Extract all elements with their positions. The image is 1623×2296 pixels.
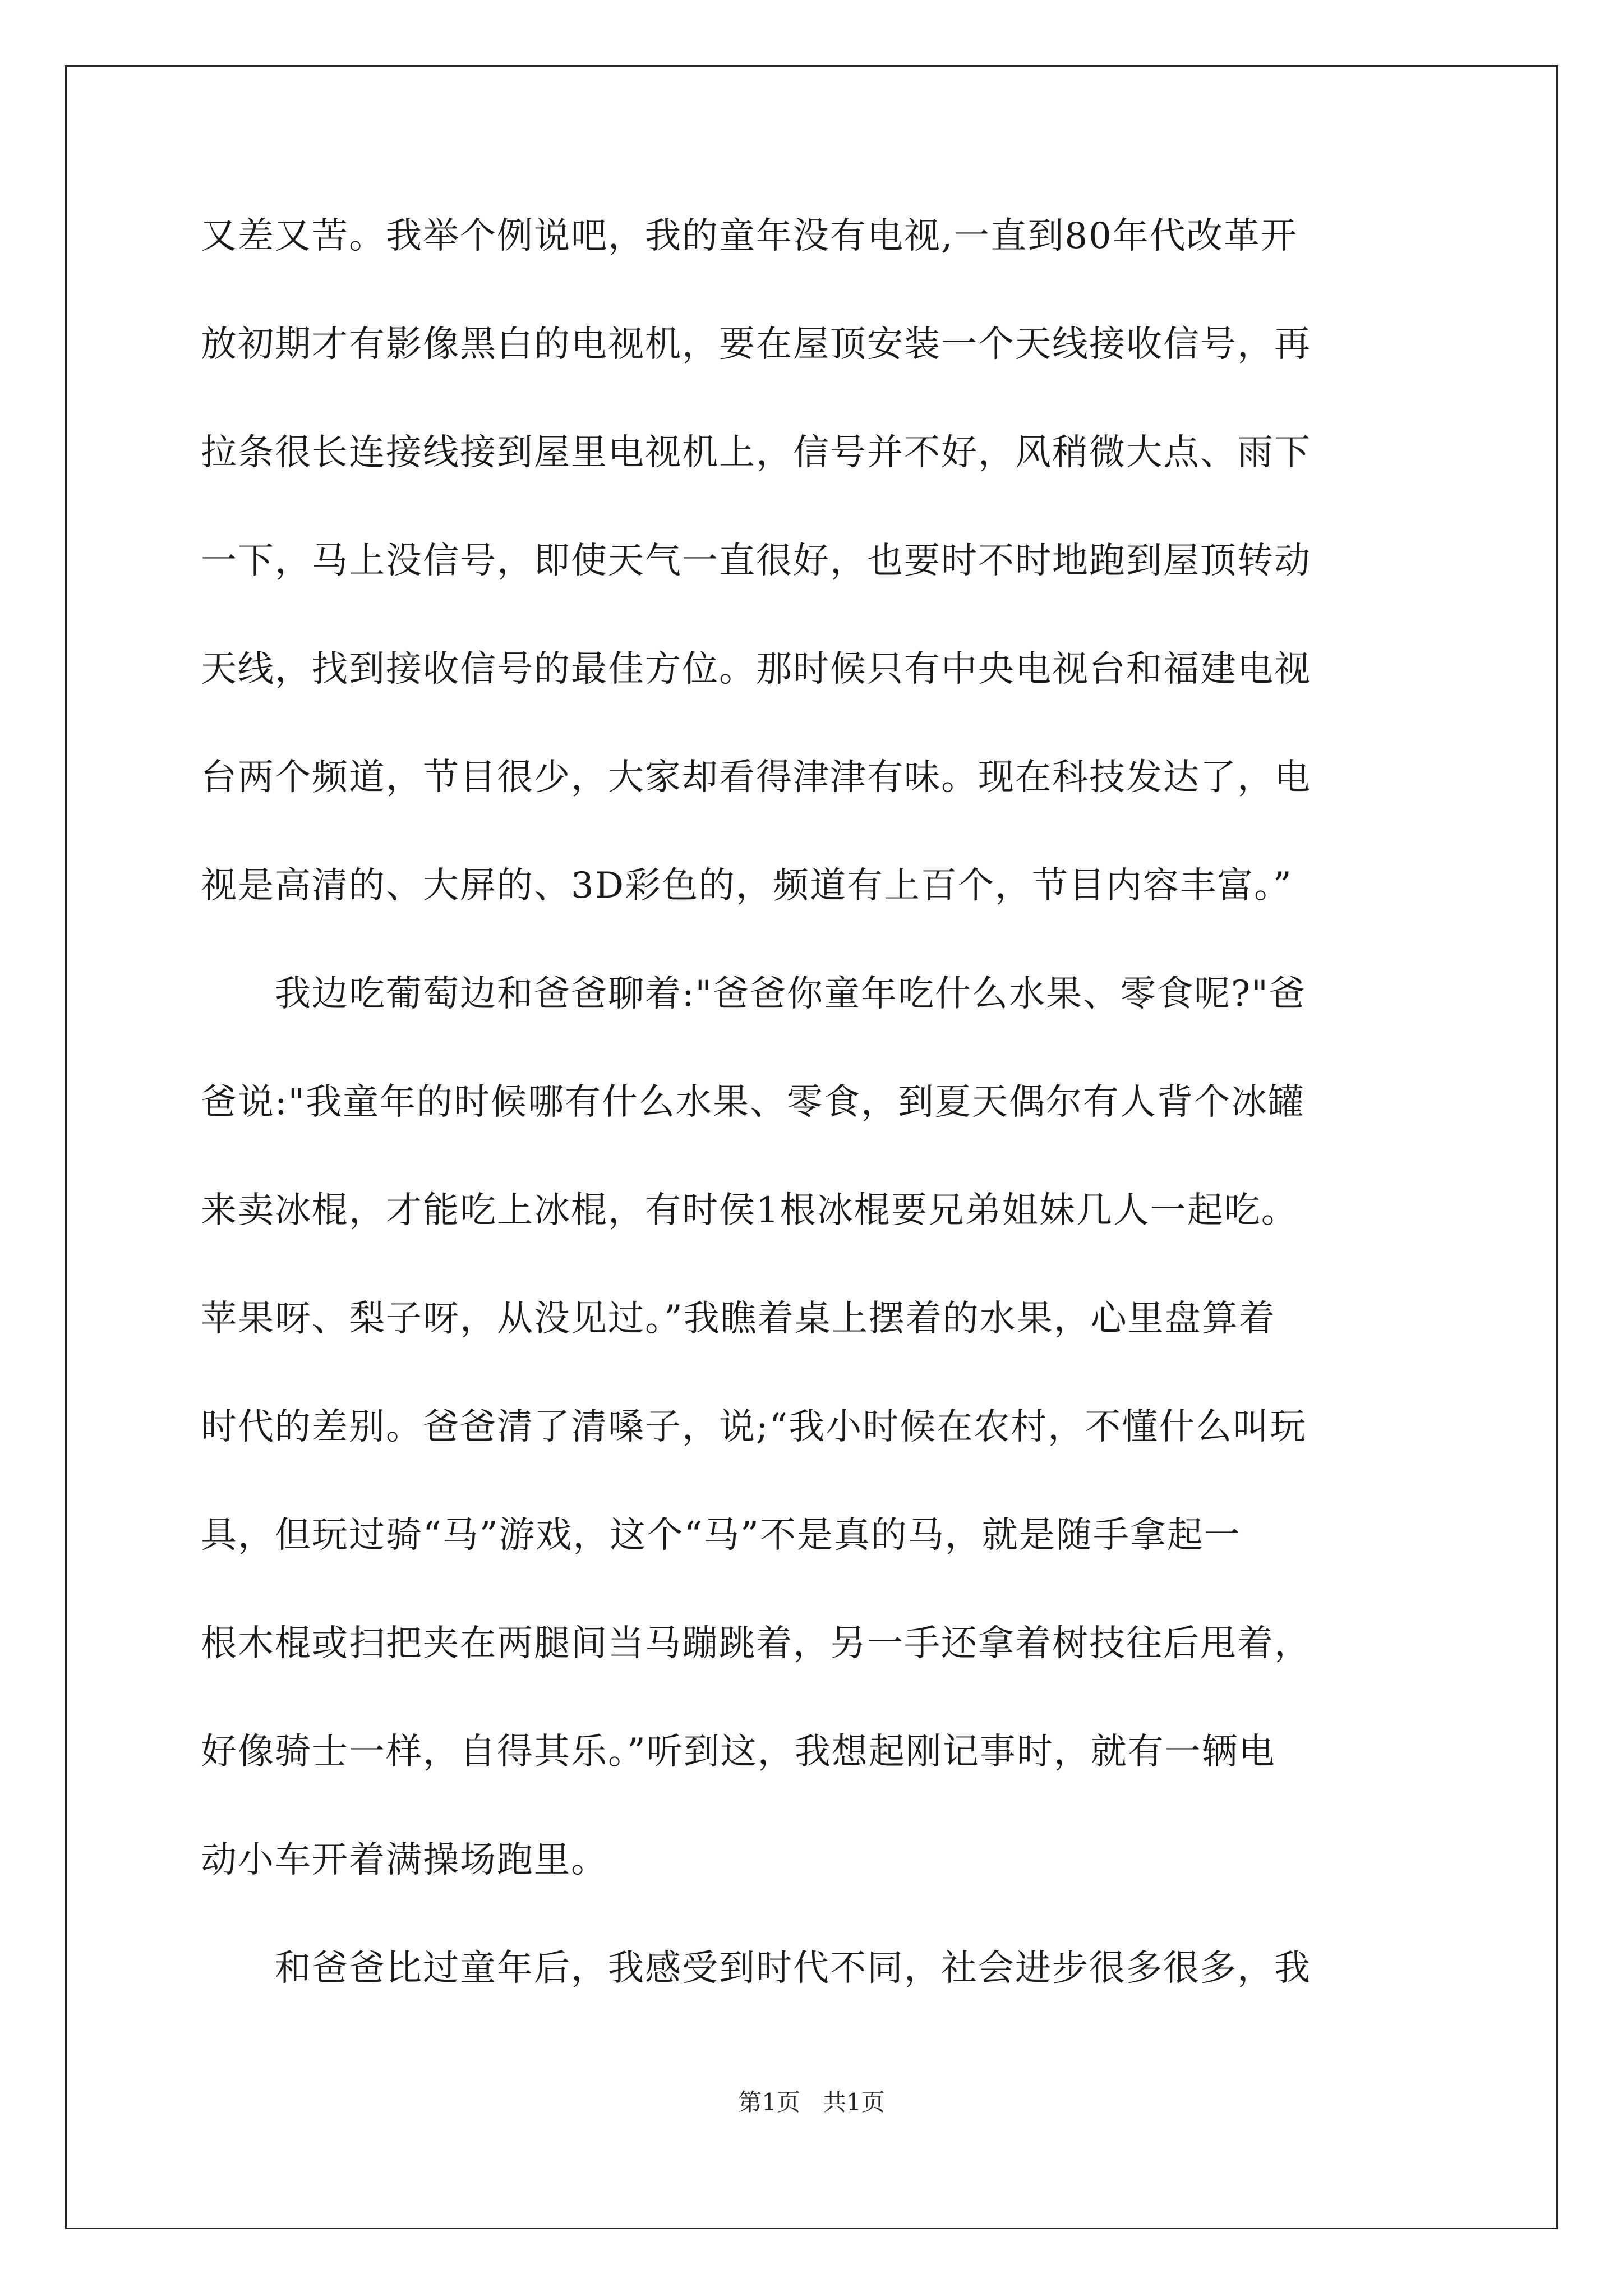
text-line: 根木棍或扫把夹在两腿间当马蹦跳着，另一手还拿着树技往后甩着，	[201, 1623, 1311, 1664]
text-line: 好像骑士一样，自得其乐。”听到这，我想起刚记事时，就有一辆电	[201, 1731, 1276, 1773]
text-line: 天线，找到接收信号的最佳方位。那时候只有中央电视台和福建电视	[201, 648, 1311, 690]
page-footer: 第1页 共1页	[738, 2088, 885, 2116]
text-line: 苹果呀、梨子呀，从没见过。”我瞧着桌上摆着的水果，心里盘算着	[201, 1298, 1276, 1340]
document-body	[201, 215, 1435, 2059]
text-line: 来卖冰棍，才能吃上冰棍，有时侯1根冰棍要兄弟姐妹几人一起吃。	[201, 1190, 1298, 1231]
text-line: 拉条很长连接线接到屋里电视机上，信号并不好，风稍微大点、雨下	[201, 432, 1311, 473]
text-line: 时代的差别。爸爸清了清嗓子，说;“我小时候在农村，不懂什么叫玩	[201, 1406, 1307, 1448]
text-line: 动小车开着满操场跑里。	[201, 1839, 608, 1881]
text-line: 又差又苦。我举个例说吧，我的童年没有电视,一直到80年代改革开	[201, 215, 1298, 257]
text-line: 具，但玩过骑“马”游戏，这个“马”不是真的马，就是随手拿起一	[201, 1515, 1241, 1556]
text-line: 视是高清的、大屏的、3D彩色的，频道有上百个，节目内容丰富。”	[201, 865, 1293, 907]
text-line: 和爸爸比过童年后，我感受到时代不同，社会进步很多很多，我	[201, 1948, 1311, 1989]
text-line: 放初期才有影像黑白的电视机，要在屋顶安装一个天线接收信号，再	[201, 324, 1311, 365]
text-line: 爸说:"我童年的时候哪有什么水果、零食，到夏天偶尔有人背个冰罐	[201, 1082, 1305, 1123]
text-line: 我边吃葡萄边和爸爸聊着:"爸爸你童年吃什么水果、零食呢?"爸	[201, 973, 1306, 1015]
text-line: 一下，马上没信号，即使天气一直很好，也要时不时地跑到屋顶转动	[201, 540, 1311, 582]
text-line: 台两个频道，节目很少，大家却看得津津有味。现在科技发达了，电	[201, 757, 1311, 798]
